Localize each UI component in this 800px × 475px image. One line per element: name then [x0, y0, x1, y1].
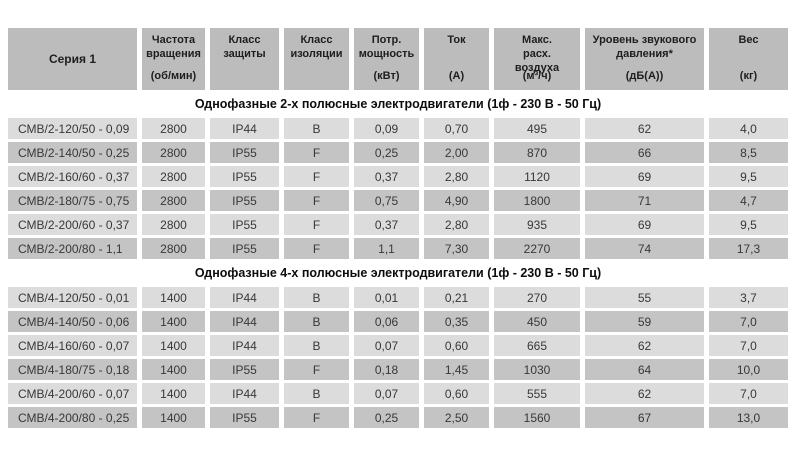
value-cell: 64: [585, 359, 704, 380]
value-cell: 0,60: [424, 335, 489, 356]
motor-table-body: [8, 93, 788, 428]
value-cell: 1400: [142, 383, 205, 404]
value-cell: 66: [585, 142, 704, 163]
value-cell: 10,0: [709, 359, 788, 380]
value-cell: 0,60: [424, 383, 489, 404]
column-header-2: [142, 28, 205, 90]
value-cell: 8,5: [709, 142, 788, 163]
value-cell: 67: [585, 407, 704, 428]
column-unit: (кг): [739, 70, 758, 83]
value-cell: 1400: [142, 407, 205, 428]
value-cell: 0,70: [424, 118, 489, 139]
value-cell: F: [284, 407, 349, 428]
section-title-row: [8, 93, 788, 115]
table-row: [8, 311, 788, 332]
motor-spec-table: [3, 25, 793, 431]
column-label: Класс изоляции: [290, 34, 343, 60]
value-cell: 7,0: [709, 383, 788, 404]
value-cell: 1030: [494, 359, 580, 380]
value-cell: 0,01: [354, 287, 419, 308]
value-cell: 450: [494, 311, 580, 332]
column-unit: (м³/ч): [522, 70, 552, 83]
table-row: [8, 214, 788, 235]
value-cell: B: [284, 287, 349, 308]
value-cell: 0,07: [354, 335, 419, 356]
value-cell: 1400: [142, 311, 205, 332]
table-row: [8, 190, 788, 211]
value-cell: IP55: [210, 238, 279, 259]
value-cell: F: [284, 359, 349, 380]
column-header-6: [424, 28, 489, 90]
column-header-8: [585, 28, 704, 90]
value-cell: 55: [585, 287, 704, 308]
value-cell: 2,80: [424, 166, 489, 187]
value-cell: 0,75: [354, 190, 419, 211]
table-row: [8, 118, 788, 139]
value-cell: IP55: [210, 214, 279, 235]
column-label: Частота вращения: [146, 34, 201, 60]
value-cell: 1,45: [424, 359, 489, 380]
value-cell: 0,25: [354, 142, 419, 163]
value-cell: 0,35: [424, 311, 489, 332]
value-cell: 2800: [142, 166, 205, 187]
column-header-4: [284, 28, 349, 90]
value-cell: 1,1: [354, 238, 419, 259]
value-cell: 69: [585, 214, 704, 235]
value-cell: 2800: [142, 190, 205, 211]
column-header-7: [494, 28, 580, 90]
value-cell: 0,21: [424, 287, 489, 308]
column-header-5: [354, 28, 419, 90]
column-label: Класс защиты: [223, 34, 266, 60]
value-cell: F: [284, 166, 349, 187]
value-cell: 0,37: [354, 214, 419, 235]
value-cell: 2270: [494, 238, 580, 259]
column-unit: (об/мин): [150, 70, 197, 83]
value-cell: F: [284, 238, 349, 259]
value-cell: B: [284, 383, 349, 404]
value-cell: 59: [585, 311, 704, 332]
value-cell: 2,50: [424, 407, 489, 428]
value-cell: 9,5: [709, 166, 788, 187]
value-cell: 74: [585, 238, 704, 259]
value-cell: IP44: [210, 287, 279, 308]
value-cell: 2,00: [424, 142, 489, 163]
table-row: [8, 287, 788, 308]
value-cell: 62: [585, 383, 704, 404]
value-cell: 2800: [142, 118, 205, 139]
model-cell: СМВ/4-160/60 - 0,07: [8, 335, 137, 356]
column-header-1: [8, 28, 137, 90]
value-cell: 7,0: [709, 335, 788, 356]
model-cell: СМВ/4-140/50 - 0,06: [8, 311, 137, 332]
value-cell: 2,80: [424, 214, 489, 235]
page: [0, 25, 800, 475]
value-cell: 0,37: [354, 166, 419, 187]
table-row: [8, 383, 788, 404]
value-cell: 1400: [142, 335, 205, 356]
table-row: [8, 335, 788, 356]
model-cell: СМВ/2-140/50 - 0,25: [8, 142, 137, 163]
value-cell: 1400: [142, 287, 205, 308]
value-cell: IP55: [210, 166, 279, 187]
column-unit: (кВт): [373, 70, 400, 83]
model-cell: СМВ/4-200/80 - 0,25: [8, 407, 137, 428]
value-cell: 1560: [494, 407, 580, 428]
section-title: Однофазные 4-х полюсные электродвигатели (1ф - 230 В - 50 Гц): [8, 262, 788, 284]
model-cell: СМВ/4-200/60 - 0,07: [8, 383, 137, 404]
value-cell: 0,07: [354, 383, 419, 404]
value-cell: IP55: [210, 407, 279, 428]
column-label: Потр. мощность: [358, 34, 415, 60]
value-cell: 62: [585, 335, 704, 356]
value-cell: F: [284, 142, 349, 163]
column-label: Ток: [447, 34, 466, 46]
model-cell: СМВ/2-120/50 - 0,09: [8, 118, 137, 139]
value-cell: B: [284, 311, 349, 332]
value-cell: 935: [494, 214, 580, 235]
value-cell: 0,06: [354, 311, 419, 332]
value-cell: 1800: [494, 190, 580, 211]
column-header-9: [709, 28, 788, 90]
value-cell: 4,7: [709, 190, 788, 211]
value-cell: 0,25: [354, 407, 419, 428]
model-cell: СМВ/2-180/75 - 0,75: [8, 190, 137, 211]
value-cell: F: [284, 190, 349, 211]
section-title: Однофазные 2-х полюсные электродвигатели (1ф - 230 В - 50 Гц): [8, 93, 788, 115]
value-cell: 62: [585, 118, 704, 139]
column-label: Уровень звукового давления*: [592, 34, 697, 60]
value-cell: IP55: [210, 190, 279, 211]
value-cell: 13,0: [709, 407, 788, 428]
column-label: Серия 1: [48, 51, 97, 66]
section-title-row: [8, 262, 788, 284]
value-cell: B: [284, 335, 349, 356]
value-cell: 17,3: [709, 238, 788, 259]
table-row: [8, 359, 788, 380]
value-cell: 2800: [142, 142, 205, 163]
value-cell: B: [284, 118, 349, 139]
table-row: [8, 166, 788, 187]
value-cell: 9,5: [709, 214, 788, 235]
value-cell: 4,0: [709, 118, 788, 139]
value-cell: 0,18: [354, 359, 419, 380]
model-cell: СМВ/2-200/80 - 1,1: [8, 238, 137, 259]
column-header-3: [210, 28, 279, 90]
table-row: [8, 238, 788, 259]
value-cell: 3,7: [709, 287, 788, 308]
value-cell: IP55: [210, 142, 279, 163]
value-cell: 69: [585, 166, 704, 187]
value-cell: 2800: [142, 238, 205, 259]
table-row: [8, 407, 788, 428]
value-cell: IP44: [210, 118, 279, 139]
value-cell: IP44: [210, 335, 279, 356]
value-cell: IP44: [210, 383, 279, 404]
value-cell: 495: [494, 118, 580, 139]
value-cell: IP44: [210, 311, 279, 332]
value-cell: 870: [494, 142, 580, 163]
value-cell: 1120: [494, 166, 580, 187]
value-cell: 7,30: [424, 238, 489, 259]
column-label: Вес: [738, 34, 759, 46]
header-row: [8, 28, 788, 90]
value-cell: 555: [494, 383, 580, 404]
model-cell: СМВ/2-160/60 - 0,37: [8, 166, 137, 187]
value-cell: 0,09: [354, 118, 419, 139]
column-unit: (дБ(А)): [625, 70, 664, 83]
value-cell: F: [284, 214, 349, 235]
value-cell: 71: [585, 190, 704, 211]
value-cell: IP55: [210, 359, 279, 380]
value-cell: 270: [494, 287, 580, 308]
value-cell: 4,90: [424, 190, 489, 211]
value-cell: 2800: [142, 214, 205, 235]
model-cell: СМВ/2-200/60 - 0,37: [8, 214, 137, 235]
value-cell: 1400: [142, 359, 205, 380]
value-cell: 7,0: [709, 311, 788, 332]
column-unit: (А): [448, 70, 465, 83]
table-row: [8, 142, 788, 163]
value-cell: 665: [494, 335, 580, 356]
column-label: Макс. расх. воздуха: [514, 34, 560, 74]
model-cell: СМВ/4-120/50 - 0,01: [8, 287, 137, 308]
model-cell: СМВ/4-180/75 - 0,18: [8, 359, 137, 380]
